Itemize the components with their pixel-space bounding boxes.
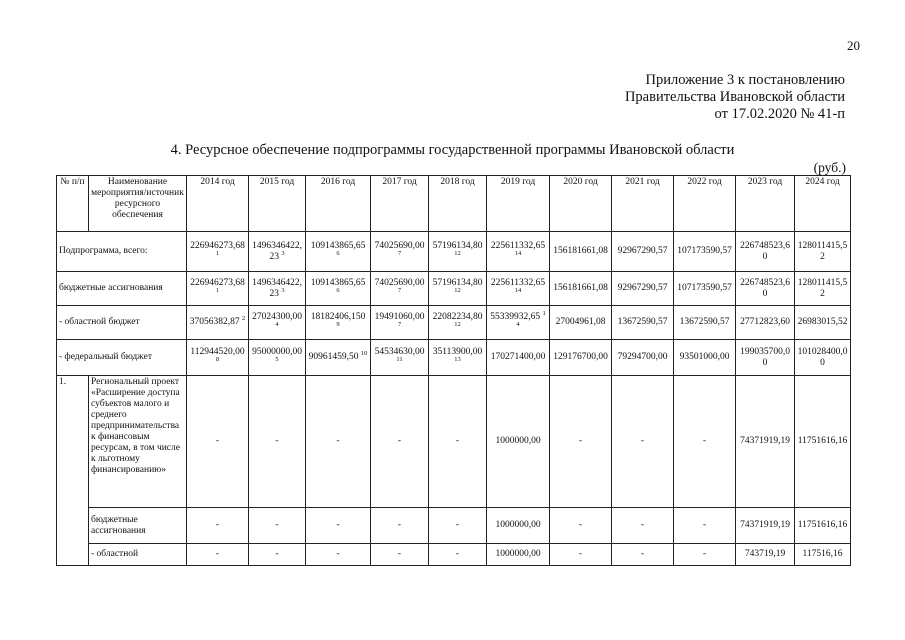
table-cell: - xyxy=(249,544,306,566)
table-cell: - xyxy=(550,544,612,566)
footnote-mark: 12 xyxy=(454,286,461,294)
header-year: 2022 год xyxy=(674,176,736,232)
project-row xyxy=(57,544,851,566)
cell-value: 35113900,00 xyxy=(432,346,483,357)
document-title: 4. Ресурсное обеспечение подпрограммы государственной программы Ивановской области xyxy=(170,142,735,158)
table-cell: - xyxy=(612,508,674,544)
table-cell xyxy=(187,232,249,272)
table-cell: - xyxy=(187,508,249,544)
cell-value: 225611332,65 xyxy=(490,277,546,288)
table-cell xyxy=(306,340,371,376)
table-cell: 1000000,00 xyxy=(487,508,550,544)
table-cell xyxy=(187,340,249,376)
appendix-block xyxy=(625,72,845,123)
table-cell xyxy=(487,306,550,340)
table-row xyxy=(57,340,851,376)
table-cell: 11751616,16 xyxy=(795,508,851,544)
table-cell: - xyxy=(306,544,371,566)
footnote-mark: 13 xyxy=(454,355,461,363)
header-year: 2020 год xyxy=(550,176,612,232)
table-cell: - xyxy=(306,508,371,544)
footnote-mark: 7 xyxy=(397,320,402,328)
footnote-mark: 5 xyxy=(275,355,279,363)
cell-value: 109143865,65 xyxy=(310,277,366,288)
table-cell: - xyxy=(674,376,736,508)
footnote-mark: 2 xyxy=(242,314,246,322)
cell-value: 74025690,00 xyxy=(374,277,425,288)
table-cell xyxy=(187,272,249,306)
table-cell xyxy=(612,340,674,376)
row-label: - областной xyxy=(89,544,187,566)
row-label: - федеральный бюджет xyxy=(57,340,187,376)
cell-value: 107173590,57 xyxy=(677,283,732,293)
table-cell xyxy=(674,232,736,272)
table-cell xyxy=(795,272,851,306)
table-cell xyxy=(429,272,487,306)
cell-value: 74025690,00 xyxy=(374,240,425,251)
cell-value: 226946273,68 xyxy=(190,277,245,288)
table-cell: - xyxy=(429,376,487,508)
footnote-mark: 7 xyxy=(397,286,402,294)
table-cell: 74371919,19 xyxy=(736,508,795,544)
cell-value: 128011415,52 xyxy=(797,277,848,299)
table-cell: - xyxy=(550,376,612,508)
cell-value: 226748523,60 xyxy=(740,240,790,262)
table-cell xyxy=(612,306,674,340)
table-cell xyxy=(371,340,429,376)
footnote-mark: 6 xyxy=(336,249,340,257)
table-cell xyxy=(736,272,795,306)
table-row xyxy=(57,306,851,340)
table-cell: - xyxy=(371,376,429,508)
table-cell xyxy=(674,306,736,340)
cell-value: 18182406,150 xyxy=(310,311,366,322)
table-cell xyxy=(429,306,487,340)
appendix-line-1: Приложение 3 к постановлению xyxy=(645,72,845,88)
footnote-mark: 11 xyxy=(396,355,403,363)
table-cell: - xyxy=(371,544,429,566)
footnote-mark: 1 xyxy=(215,286,220,294)
header-year: 2017 год xyxy=(371,176,429,232)
table-cell xyxy=(306,272,371,306)
cell-value: 22082234,80 xyxy=(432,311,483,322)
table-cell xyxy=(487,232,550,272)
table-cell xyxy=(249,272,306,306)
header-year: 2023 год xyxy=(736,176,795,232)
header-year: 2024 год xyxy=(795,176,851,232)
table-cell: - xyxy=(187,376,249,508)
cell-value: 226748523,60 xyxy=(740,277,790,299)
table-cell: - xyxy=(674,508,736,544)
table-cell xyxy=(249,232,306,272)
cell-value: 170271400,00 xyxy=(490,352,546,362)
table-cell xyxy=(306,232,371,272)
footnote-mark: 14 xyxy=(516,309,546,328)
table-cell: - xyxy=(674,544,736,566)
cell-value: 1496346422,23 xyxy=(252,240,302,262)
table-cell: 1000000,00 xyxy=(487,544,550,566)
table-cell xyxy=(795,306,851,340)
table-cell xyxy=(371,306,429,340)
table-cell xyxy=(795,340,851,376)
table-cell xyxy=(736,340,795,376)
table-cell xyxy=(674,340,736,376)
table-cell xyxy=(371,272,429,306)
table-cell: 743719,19 xyxy=(736,544,795,566)
project-name: Региональный проект «Расширение доступа субъектов малого и среднего предпринимательства к финансовым ресурсам, в том числе к льготному финансированию» xyxy=(89,376,187,508)
cell-value: 1496346422,23 xyxy=(252,277,302,299)
table-cell: - xyxy=(306,376,371,508)
cell-value: 107173590,57 xyxy=(677,246,732,256)
table-cell xyxy=(187,306,249,340)
header-year: 2021 год xyxy=(612,176,674,232)
cell-value: 27712823,60 xyxy=(740,317,790,327)
table-cell xyxy=(249,306,306,340)
appendix-line-3: от 17.02.2020 № 41-п xyxy=(714,106,845,122)
table-cell: - xyxy=(429,508,487,544)
table-cell xyxy=(550,232,612,272)
footnote-mark: 7 xyxy=(397,249,402,257)
table-cell: - xyxy=(371,508,429,544)
row-label: Подпрограмма, всего: xyxy=(57,232,187,272)
project-number: 1. xyxy=(57,376,89,566)
table-cell xyxy=(736,232,795,272)
footnote-mark: 14 xyxy=(514,249,522,257)
cell-value: 112944520,00 xyxy=(190,346,245,357)
cell-value: 13672590,57 xyxy=(679,317,730,327)
cell-value: 225611332,65 xyxy=(490,240,546,251)
table-cell xyxy=(550,272,612,306)
footnote-mark: 10 xyxy=(360,349,368,357)
table-cell xyxy=(371,232,429,272)
cell-value: 129176700,00 xyxy=(553,352,608,362)
header-name: Наименование мероприятия/источник ресурсного обеспечения xyxy=(89,176,187,232)
footnote-mark: 3 xyxy=(281,286,285,294)
footnote-mark: 12 xyxy=(454,320,461,328)
table-cell xyxy=(736,306,795,340)
table-cell: - xyxy=(429,544,487,566)
cell-value: 79294700,00 xyxy=(617,352,668,362)
cell-value: 27004961,08 xyxy=(555,317,606,327)
footnote-mark: 9 xyxy=(336,320,340,328)
cell-value: 93501000,00 xyxy=(679,352,730,362)
footnote-mark: 8 xyxy=(215,355,220,363)
appendix-line-2: Правительства Ивановской области xyxy=(624,89,845,105)
header-num: № п/п xyxy=(57,176,89,232)
table-cell xyxy=(487,272,550,306)
cell-value: 109143865,65 xyxy=(310,240,366,251)
cell-value: 13672590,57 xyxy=(617,317,668,327)
currency-unit: (руб.) xyxy=(813,160,846,175)
project-row xyxy=(57,376,851,508)
table-cell xyxy=(249,340,306,376)
table-cell xyxy=(550,306,612,340)
footnote-mark: 14 xyxy=(514,286,522,294)
table-cell: - xyxy=(550,508,612,544)
table-cell: 117516,16 xyxy=(795,544,851,566)
row-label: - областной бюджет xyxy=(57,306,187,340)
header-year: 2019 год xyxy=(487,176,550,232)
footnote-mark: 1 xyxy=(215,249,220,257)
cell-value: 27024300,00 xyxy=(252,311,302,322)
table-cell: 1000000,00 xyxy=(487,376,550,508)
cell-value: 101028400,00 xyxy=(797,346,848,368)
header-year: 2018 год xyxy=(429,176,487,232)
table-cell: - xyxy=(249,508,306,544)
footnote-mark: 6 xyxy=(336,286,340,294)
table-cell xyxy=(674,272,736,306)
project-row xyxy=(57,508,851,544)
footnote-mark: 12 xyxy=(454,249,461,257)
table-cell xyxy=(795,232,851,272)
table-cell xyxy=(306,306,371,340)
cell-value: 199035700,00 xyxy=(740,346,790,368)
cell-value: 156181661,08 xyxy=(553,246,608,256)
table-row xyxy=(57,272,851,306)
table-cell xyxy=(429,232,487,272)
table-cell: - xyxy=(249,376,306,508)
table-cell xyxy=(612,232,674,272)
table-cell xyxy=(429,340,487,376)
cell-value: 57196134,80 xyxy=(432,240,483,251)
row-label: бюджетные ассигнования xyxy=(89,508,187,544)
table-header-row xyxy=(57,176,851,232)
footnote-mark: 3 xyxy=(281,249,285,257)
cell-value: 26983015,52 xyxy=(797,317,848,327)
cell-value: 95000000,00 xyxy=(252,346,302,357)
resource-table xyxy=(56,175,851,566)
cell-value: 90961459,50 xyxy=(308,352,359,362)
cell-value: 156181661,08 xyxy=(553,283,608,293)
cell-value: 226946273,68 xyxy=(190,240,245,251)
cell-value: 92967290,57 xyxy=(617,246,668,256)
table-cell xyxy=(612,272,674,306)
cell-value: 19491060,00 xyxy=(374,311,425,322)
cell-value: 92967290,57 xyxy=(617,283,668,293)
row-label: бюджетные ассигнования xyxy=(57,272,187,306)
table-cell: - xyxy=(612,544,674,566)
table-cell: 74371919,19 xyxy=(736,376,795,508)
cell-value: 54534630,00 xyxy=(374,346,425,357)
table-cell: - xyxy=(612,376,674,508)
cell-value: 37056382,87 xyxy=(189,317,240,327)
footnote-mark: 4 xyxy=(275,320,279,328)
header-year: 2016 год xyxy=(306,176,371,232)
header-year: 2014 год xyxy=(187,176,249,232)
table-cell: 11751616,16 xyxy=(795,376,851,508)
cell-value: 57196134,80 xyxy=(432,277,483,288)
table-cell xyxy=(550,340,612,376)
page-number: 20 xyxy=(847,38,860,53)
cell-value: 128011415,52 xyxy=(797,240,848,262)
header-year: 2015 год xyxy=(249,176,306,232)
table-cell xyxy=(487,340,550,376)
table-row xyxy=(57,232,851,272)
cell-value: 55339932,65 xyxy=(490,311,541,322)
table-cell: - xyxy=(187,544,249,566)
